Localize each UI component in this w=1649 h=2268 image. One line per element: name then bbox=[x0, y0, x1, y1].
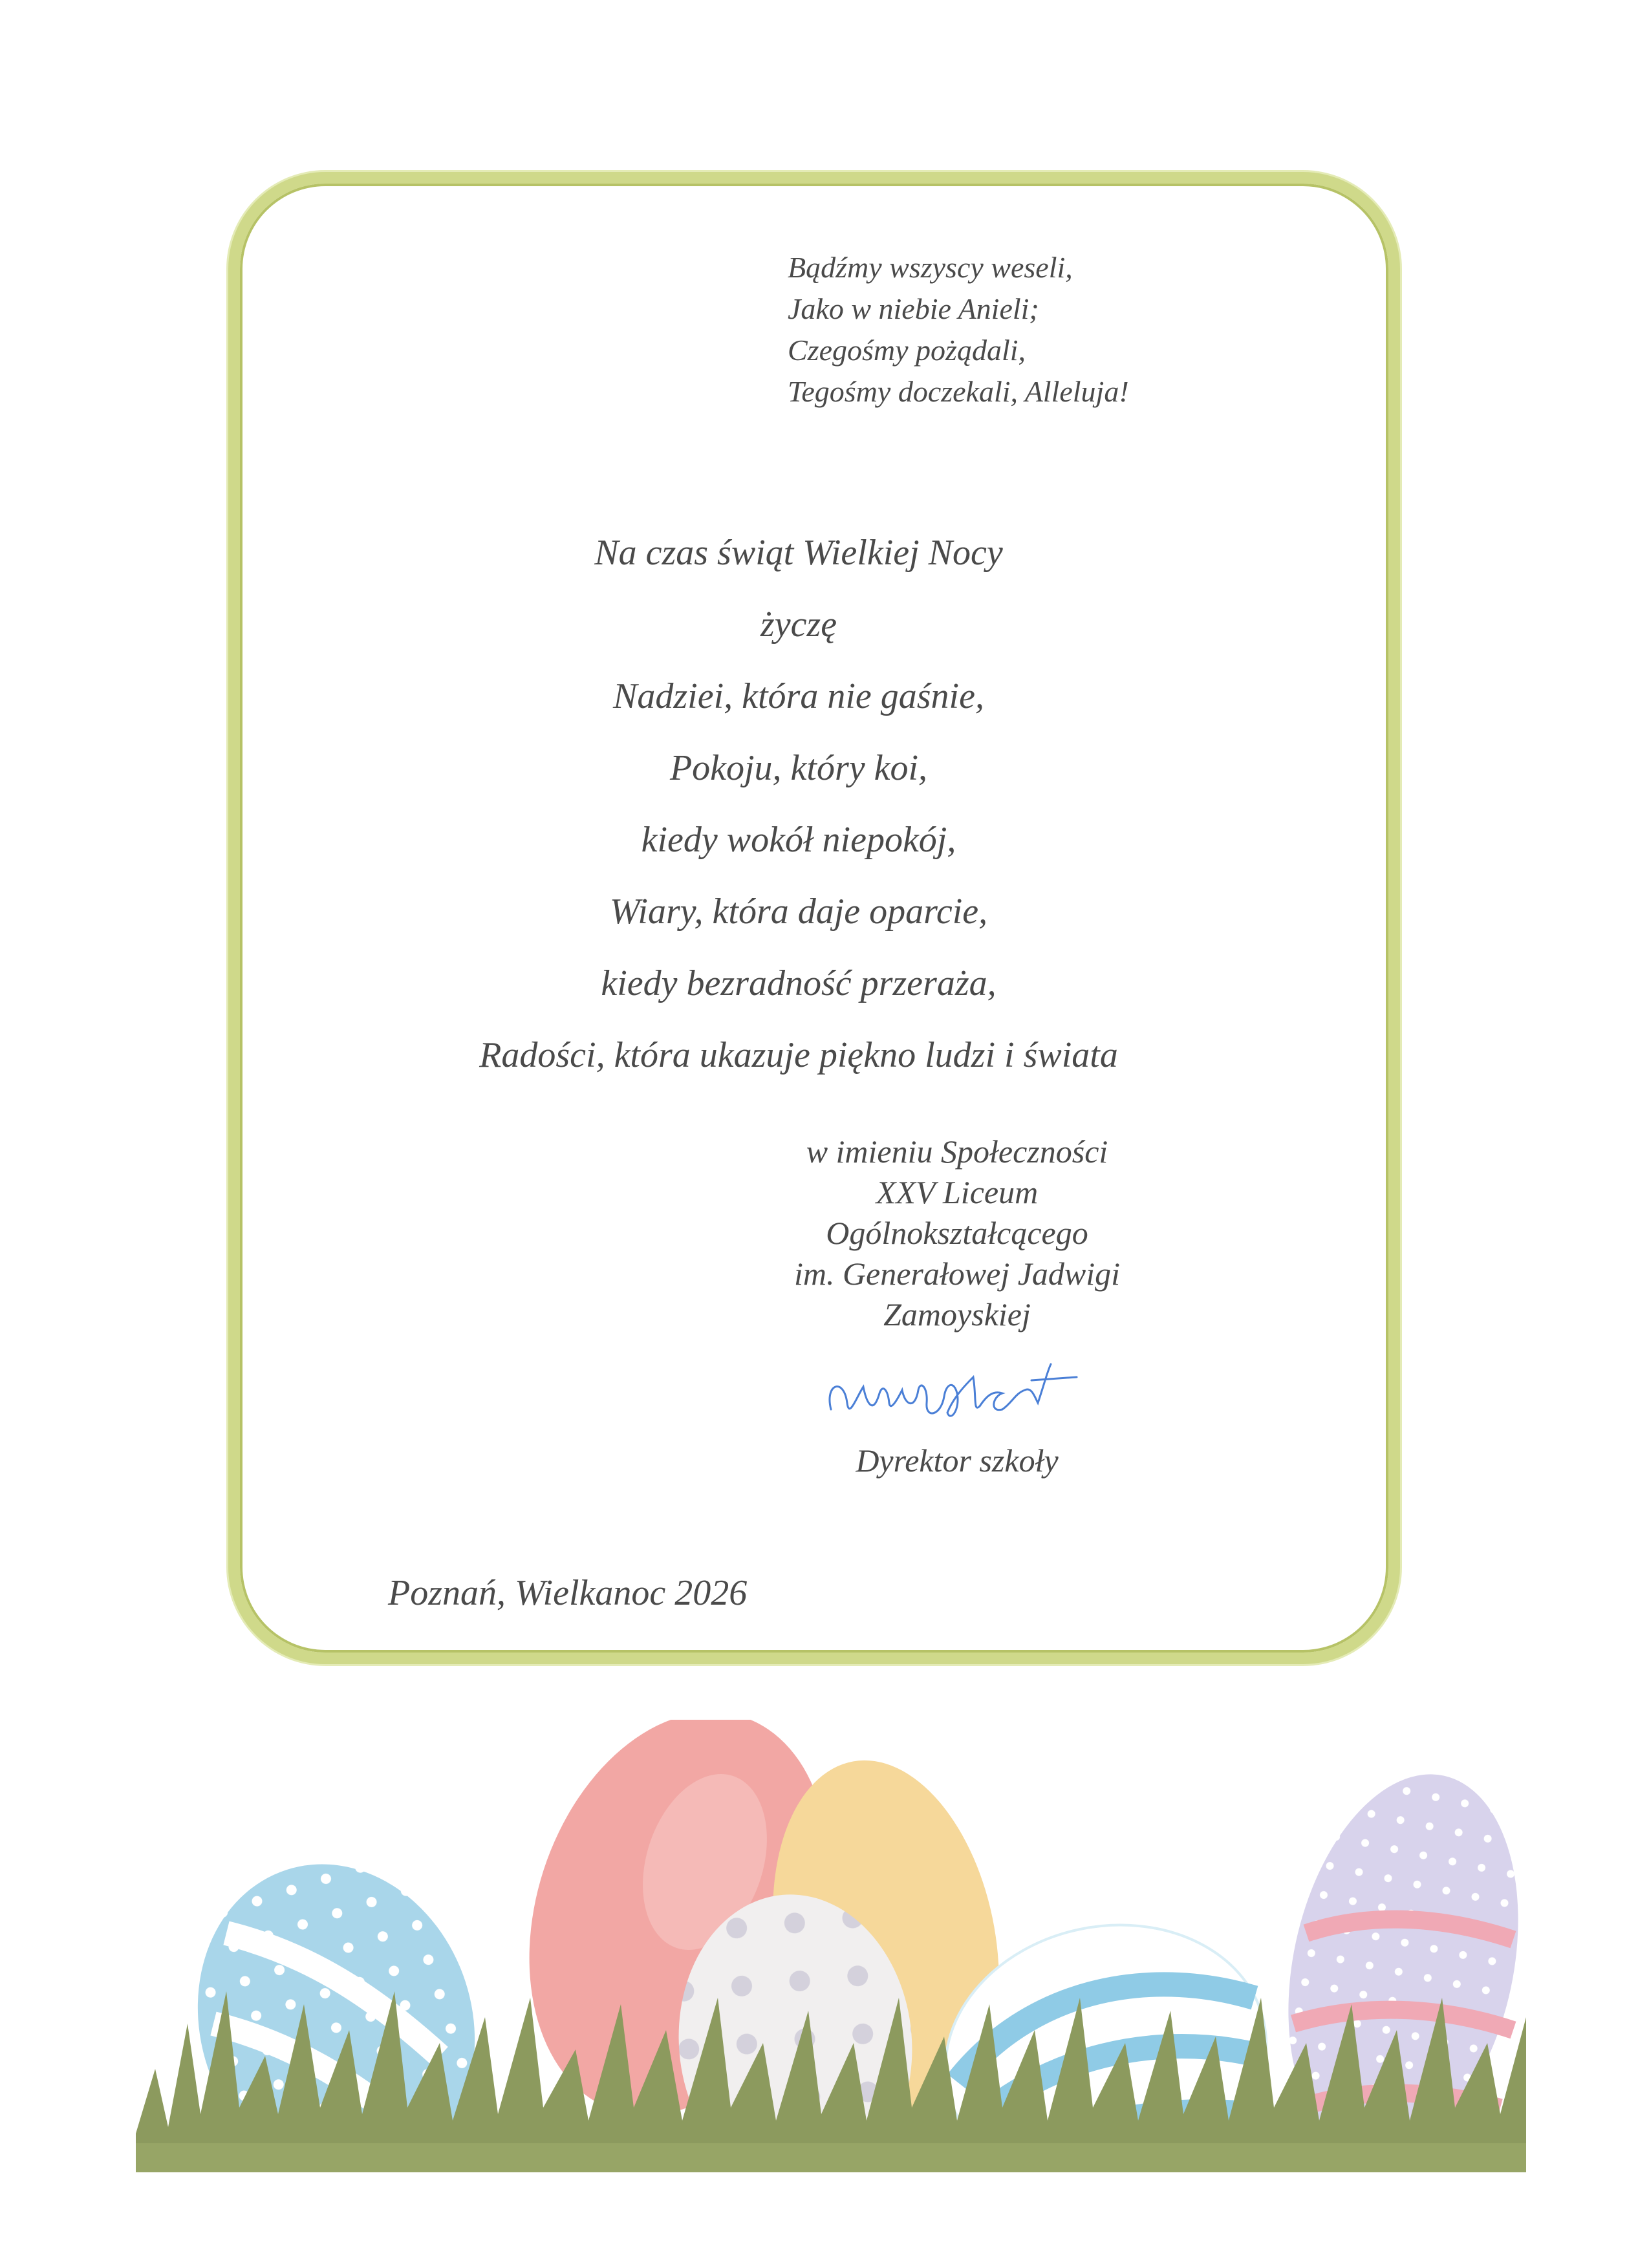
director-title: Dyrektor szkoły bbox=[856, 1442, 1059, 1479]
poem-line: Tegośmy doczekali, Alleluja! bbox=[788, 375, 1129, 408]
poem-stanza bbox=[788, 247, 1129, 412]
sender-block bbox=[731, 1131, 1183, 1335]
easter-wishes bbox=[388, 517, 1209, 1091]
wish-line: kiedy bezradność przeraża, bbox=[601, 963, 997, 1003]
wish-line: życzę bbox=[760, 604, 837, 645]
wish-line: Nadziei, która nie gaśnie, bbox=[613, 676, 984, 716]
sender-line: Zamoyskiej bbox=[883, 1296, 1031, 1332]
wish-line: Wiary, która daje oparcie, bbox=[609, 892, 988, 932]
handwritten-signature bbox=[818, 1358, 1116, 1429]
wish-line: Na czas świąt Wielkiej Nocy bbox=[594, 533, 1003, 573]
sender-line: w imieniu Społeczności bbox=[806, 1133, 1108, 1170]
easter-decoration bbox=[136, 1720, 1526, 2172]
sender-line: XXV Liceum bbox=[876, 1174, 1039, 1210]
wish-line: kiedy wokół niepokój, bbox=[641, 820, 956, 860]
sender-line: Ogólnokształcącego bbox=[826, 1215, 1088, 1251]
poem-line: Czegośmy pożądali, bbox=[788, 334, 1026, 367]
sender-line: im. Generałowej Jadwigi bbox=[793, 1256, 1121, 1292]
poem-line: Jako w niebie Anieli; bbox=[788, 292, 1039, 325]
place-date: Poznań, Wielkanoc 2026 bbox=[388, 1573, 748, 1613]
wish-line: Pokoju, który koi, bbox=[669, 748, 928, 788]
poem-line: Bądźmy wszyscy weseli, bbox=[788, 251, 1073, 284]
wish-line: Radości, która ukazuje piękno ludzi i świata bbox=[479, 1035, 1118, 1075]
